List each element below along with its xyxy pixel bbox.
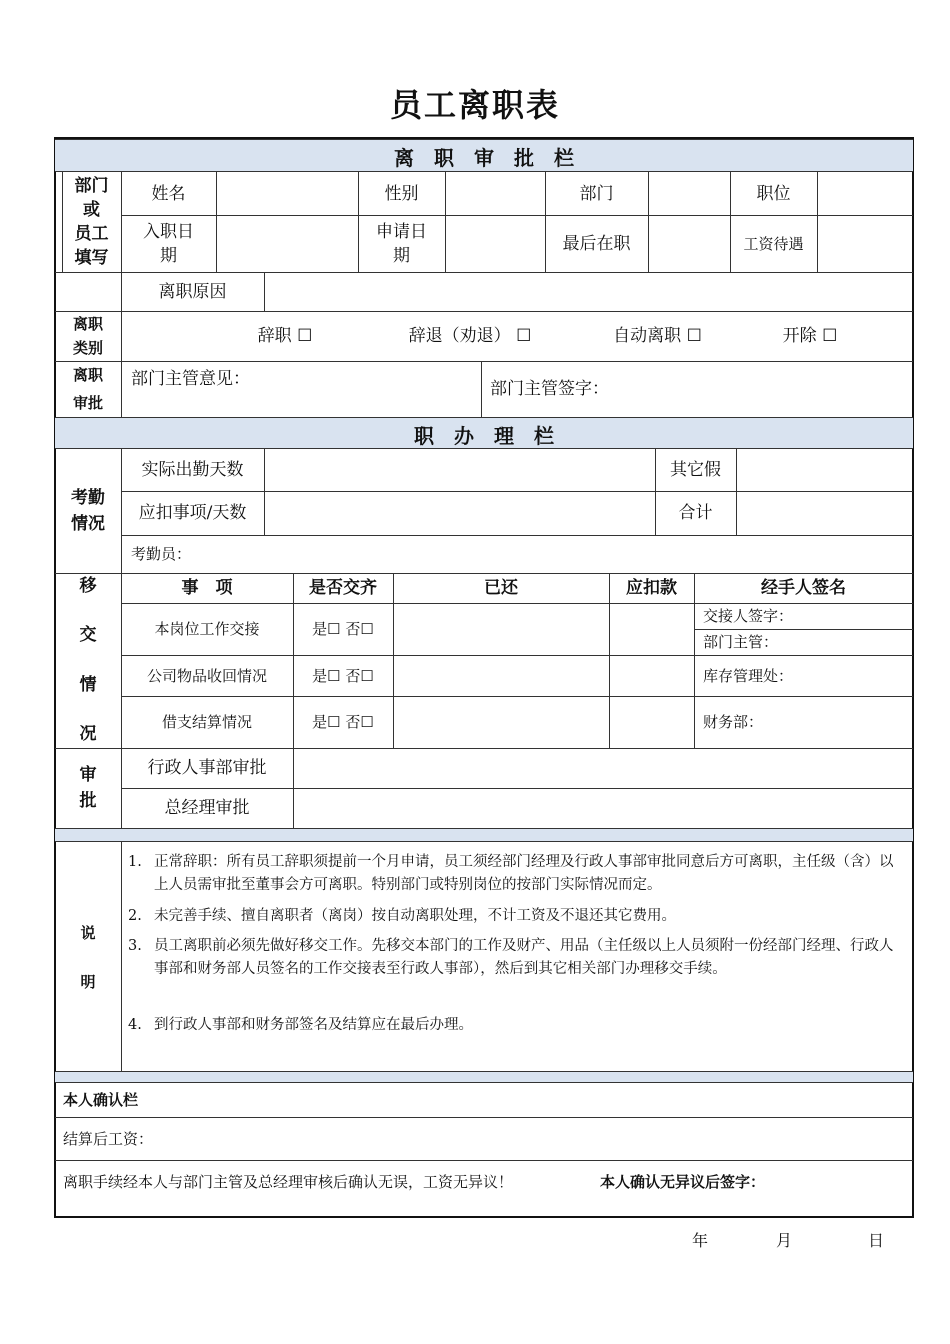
approval-section-title: 离 职 审 批 栏	[394, 146, 574, 170]
notes-char-2: 明	[80, 973, 96, 991]
dept-label: 部门	[579, 183, 614, 204]
type-option-resign[interactable]: 辞职 ☐	[257, 326, 313, 346]
page-title: 员工离职表	[389, 86, 560, 124]
salary-label: 工资待遇	[743, 234, 804, 253]
position-field[interactable]	[817, 172, 913, 215]
final-approval-char-1: 审	[79, 765, 97, 785]
date-year: 年	[692, 1231, 709, 1250]
handover-row-item: 公司物品收回情况	[146, 666, 267, 685]
note-item: 4. 到行政人事部和财务部签名及结算应在最后办理。	[128, 1017, 473, 1033]
actual-days-label: 实际出勤天数	[141, 460, 244, 480]
confirm-signature-label: 本人确认无异议后签字：	[600, 1173, 766, 1191]
handover-signer-label: 交接人签字：	[703, 607, 794, 625]
dept-signature-label: 部门主管签字：	[490, 379, 609, 399]
note-item: 3. 员工离职前必须先做好移交工作。先移交本部门的工作及财产、用品（主任级以上人员须附一份经部门经理、行政人事部和财务部人员签名的工作交接表至行政人事部），然后到其它相关部门办理移交手续。	[128, 938, 894, 977]
separator-band	[55, 1071, 913, 1083]
deduct-field[interactable]	[264, 491, 655, 535]
attendance-label: 考勤 情况	[71, 488, 105, 534]
other-leave-label: 其它假	[670, 460, 721, 480]
reason-field[interactable]	[264, 272, 913, 311]
note-item: 1. 正常辞职：所有员工辞职须提前一个月申请，员工须经部门经理及行政人事部审批同意后方可离职，主任级（含）以上人员需审批至董事会方可离职。特别部门或特别岗位的按部门实际情况而定。	[128, 854, 894, 893]
handover-row-yesno[interactable]: 是☐ 否☐	[312, 713, 374, 731]
handover-row-yesno[interactable]: 是☐ 否☐	[312, 620, 374, 638]
handover-signer-label: 库存管理处：	[703, 666, 794, 685]
handover-header-signer: 经手人签名	[761, 578, 846, 598]
handover-row-item: 本岗位工作交接	[154, 620, 260, 638]
handover-side-char-2: 交	[79, 625, 97, 645]
gender-label: 性别	[384, 183, 419, 204]
handling-section-title: 职 办 理 栏	[414, 424, 554, 448]
hire-date-label: 入职日 期	[143, 221, 194, 266]
name-label: 姓名	[151, 183, 186, 204]
separator-band	[55, 828, 913, 842]
hr-approval-label: 行政人事部审批	[147, 758, 267, 778]
last-day-field[interactable]	[648, 215, 730, 272]
handover-side-char-4: 况	[79, 724, 97, 744]
apply-date-field[interactable]	[445, 215, 545, 272]
salary-field[interactable]	[817, 215, 913, 272]
reason-label: 离职原因	[158, 281, 227, 302]
date-month: 月	[776, 1231, 793, 1250]
apply-date-label: 申请日 期	[376, 221, 427, 266]
confirm-statement: 离职手续经本人与部门主管及总经理审核后确认无误，工资无异议！	[63, 1173, 514, 1191]
total-field[interactable]	[736, 491, 913, 535]
type-label: 离职 类别	[72, 315, 103, 357]
handover-row-yesno[interactable]: 是☐ 否☐	[312, 666, 374, 685]
type-option-auto-leave[interactable]: 自动离职 ☐	[613, 326, 702, 346]
type-option-fire[interactable]: 开除 ☐	[782, 326, 838, 346]
other-leave-field[interactable]	[736, 449, 913, 491]
position-label: 职位	[756, 183, 791, 204]
clerk-label: 考勤员：	[131, 545, 192, 563]
handover-header-returned: 已还	[484, 578, 518, 598]
basic-side-label: 部门 或 员工 填写	[74, 176, 109, 268]
gender-field[interactable]	[445, 172, 545, 215]
total-label: 合计	[678, 503, 713, 523]
date-day: 日	[868, 1231, 885, 1250]
type-option-dismiss[interactable]: 辞退（劝退） ☐	[408, 326, 532, 346]
confirm-title: 本人确认栏	[63, 1091, 139, 1109]
dept-field[interactable]	[648, 172, 730, 215]
handover-side-char-1: 移	[79, 576, 97, 596]
handover-header-item: 事 项	[181, 578, 233, 598]
gm-approval-label: 总经理审批	[164, 798, 250, 818]
handover-signer-label: 部门主管：	[703, 633, 779, 651]
deduct-label: 应扣事项/天数	[138, 503, 247, 523]
note-item: 2. 未完善手续、擅自离职者（离岗）按自动离职处理，不计工资及不退还其它费用。	[128, 908, 676, 924]
last-day-label: 最后在职	[562, 233, 631, 254]
hr-approval-field[interactable]	[293, 748, 913, 788]
dept-approval-label: 离职 审批	[72, 366, 103, 412]
gm-approval-field[interactable]	[293, 788, 913, 828]
handover-header-complete: 是否交齐	[309, 578, 377, 598]
final-approval-char-2: 批	[79, 791, 97, 811]
notes-char-1: 说	[80, 924, 96, 942]
dept-opinion-label: 部门主管意见：	[131, 369, 250, 389]
actual-days-field[interactable]	[264, 449, 655, 491]
name-field[interactable]	[216, 172, 358, 215]
handover-side-char-3: 情	[79, 675, 97, 695]
handover-signer-label: 财务部：	[703, 713, 764, 731]
handover-row-item: 借支结算情况	[161, 713, 252, 731]
hire-date-field[interactable]	[216, 215, 358, 272]
settled-salary-label: 结算后工资：	[63, 1129, 154, 1148]
handover-header-deduction: 应扣款	[626, 578, 677, 598]
